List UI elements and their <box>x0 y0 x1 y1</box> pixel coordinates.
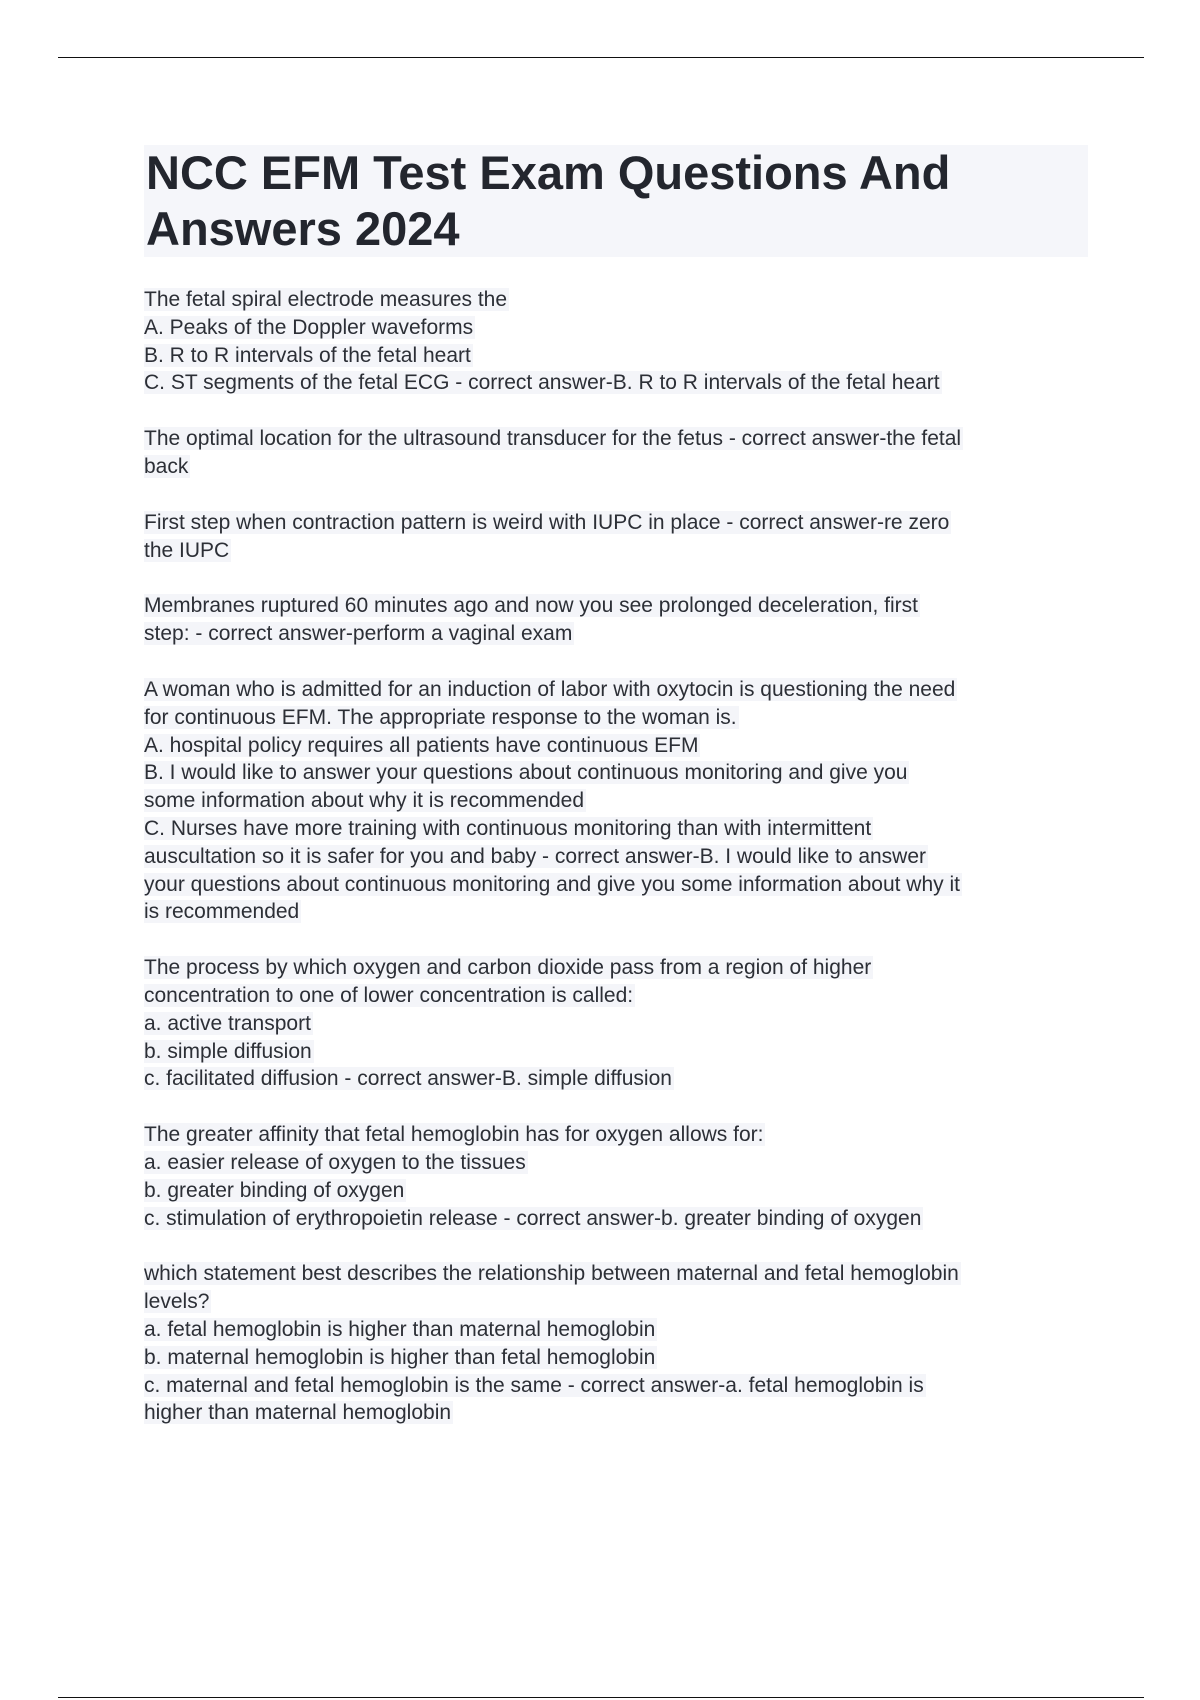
qa-line <box>144 1038 1088 1066</box>
qa-line-text: for continuous EFM. The appropriate response to the woman is. <box>144 705 737 729</box>
document-body <box>144 145 1088 1455</box>
qa-line <box>144 843 1088 871</box>
qa-line <box>144 1260 1088 1288</box>
qa-line <box>144 453 1088 481</box>
qa-line <box>144 1205 1088 1233</box>
qa-line-text: C. ST segments of the fetal ECG - correct answer-B. R to R intervals of the fetal heart <box>144 371 940 395</box>
qa-line <box>144 704 1088 732</box>
qa-line <box>144 732 1088 760</box>
footer-rule <box>58 1697 1144 1698</box>
qa-line <box>144 954 1088 982</box>
qa-line <box>144 676 1088 704</box>
qa-line <box>144 314 1088 342</box>
qa-line <box>144 1177 1088 1205</box>
qa-item <box>144 676 1088 926</box>
qa-line-text: concentration to one of lower concentration is called: <box>144 983 634 1007</box>
qa-item <box>144 509 1088 565</box>
qa-line <box>144 871 1088 899</box>
qa-line <box>144 1149 1088 1177</box>
qa-line <box>144 425 1088 453</box>
qa-line-text: A woman who is admitted for an induction of labor with oxytocin is questioning the need <box>144 677 956 701</box>
qa-line-text: b. maternal hemoglobin is higher than fetal hemoglobin <box>144 1345 656 1369</box>
qa-item <box>144 592 1088 648</box>
qa-item <box>144 1260 1088 1427</box>
qa-line <box>144 1288 1088 1316</box>
qa-line-text: is recommended <box>144 900 300 924</box>
qa-line <box>144 509 1088 537</box>
header-rule <box>58 57 1144 58</box>
qa-line-text: b. simple diffusion <box>144 1039 312 1063</box>
qa-line-text: step: - correct answer-perform a vaginal exam <box>144 622 573 646</box>
qa-line-text: A. hospital policy requires all patients have continuous EFM <box>144 733 699 757</box>
qa-line <box>144 815 1088 843</box>
title-line-1: NCC EFM Test Exam Questions And <box>146 146 951 199</box>
qa-line <box>144 1344 1088 1372</box>
qa-line-text: higher than maternal hemoglobin <box>144 1401 452 1425</box>
qa-line <box>144 592 1088 620</box>
qa-line <box>144 1010 1088 1038</box>
qa-line-text: levels? <box>144 1290 210 1314</box>
qa-line <box>144 982 1088 1010</box>
qa-line <box>144 1121 1088 1149</box>
qa-line-text: the IUPC <box>144 538 230 562</box>
qa-line-text: which statement best describes the relationship between maternal and fetal hemoglobin <box>144 1262 959 1286</box>
qa-line-text: B. R to R intervals of the fetal heart <box>144 343 471 367</box>
qa-line-text: c. maternal and fetal hemoglobin is the same - correct answer-a. fetal hemoglobin is <box>144 1373 924 1397</box>
qa-line-text: b. greater binding of oxygen <box>144 1178 405 1202</box>
qa-line <box>144 787 1088 815</box>
qa-line <box>144 369 1088 397</box>
qa-line-text: First step when contraction pattern is weird with IUPC in place - correct answer-re zero <box>144 510 950 534</box>
qa-line-text: The optimal location for the ultrasound transducer for the fetus - correct answer-the fetal <box>144 427 962 451</box>
qa-line-text: The greater affinity that fetal hemoglobin has for oxygen allows for: <box>144 1123 764 1147</box>
qa-line-text: a. fetal hemoglobin is higher than maternal hemoglobin <box>144 1317 656 1341</box>
qa-line-text: back <box>144 454 189 478</box>
qa-item <box>144 1121 1088 1232</box>
qa-line <box>144 342 1088 370</box>
qa-line <box>144 537 1088 565</box>
qa-line-text: auscultation so it is safer for you and baby - correct answer-B. I would like to answer <box>144 844 927 868</box>
qa-line-text: The fetal spiral electrode measures the <box>144 288 508 311</box>
qa-list <box>144 286 1088 1427</box>
qa-line <box>144 286 1088 314</box>
qa-line-text: C. Nurses have more training with continuous monitoring than with intermittent <box>144 816 872 840</box>
title-line-2: Answers 2024 <box>146 202 460 255</box>
qa-line <box>144 620 1088 648</box>
qa-item <box>144 954 1088 1093</box>
qa-line-text: A. Peaks of the Doppler waveforms <box>144 315 474 339</box>
qa-line-text: B. I would like to answer your questions about continuous monitoring and give you <box>144 761 908 785</box>
qa-line-text: your questions about continuous monitoring and give you some information about why it <box>144 872 960 896</box>
qa-line <box>144 1399 1088 1427</box>
qa-line <box>144 1372 1088 1400</box>
qa-item <box>144 286 1088 397</box>
qa-line <box>144 898 1088 926</box>
qa-line-text: Membranes ruptured 60 minutes ago and now you see prolonged deceleration, first <box>144 594 918 618</box>
qa-line-text: a. active transport <box>144 1011 311 1035</box>
qa-line <box>144 1065 1088 1093</box>
qa-line-text: some information about why it is recommended <box>144 789 585 813</box>
qa-line-text: a. easier release of oxygen to the tissues <box>144 1150 526 1174</box>
qa-item <box>144 425 1088 481</box>
page-title <box>144 145 1088 257</box>
qa-line <box>144 759 1088 787</box>
qa-line-text: c. facilitated diffusion - correct answer-B. simple diffusion <box>144 1067 672 1091</box>
qa-line-text: The process by which oxygen and carbon dioxide pass from a region of higher <box>144 956 872 980</box>
qa-line-text: c. stimulation of erythropoietin release - correct answer-b. greater binding of oxygen <box>144 1206 922 1230</box>
qa-line <box>144 1316 1088 1344</box>
